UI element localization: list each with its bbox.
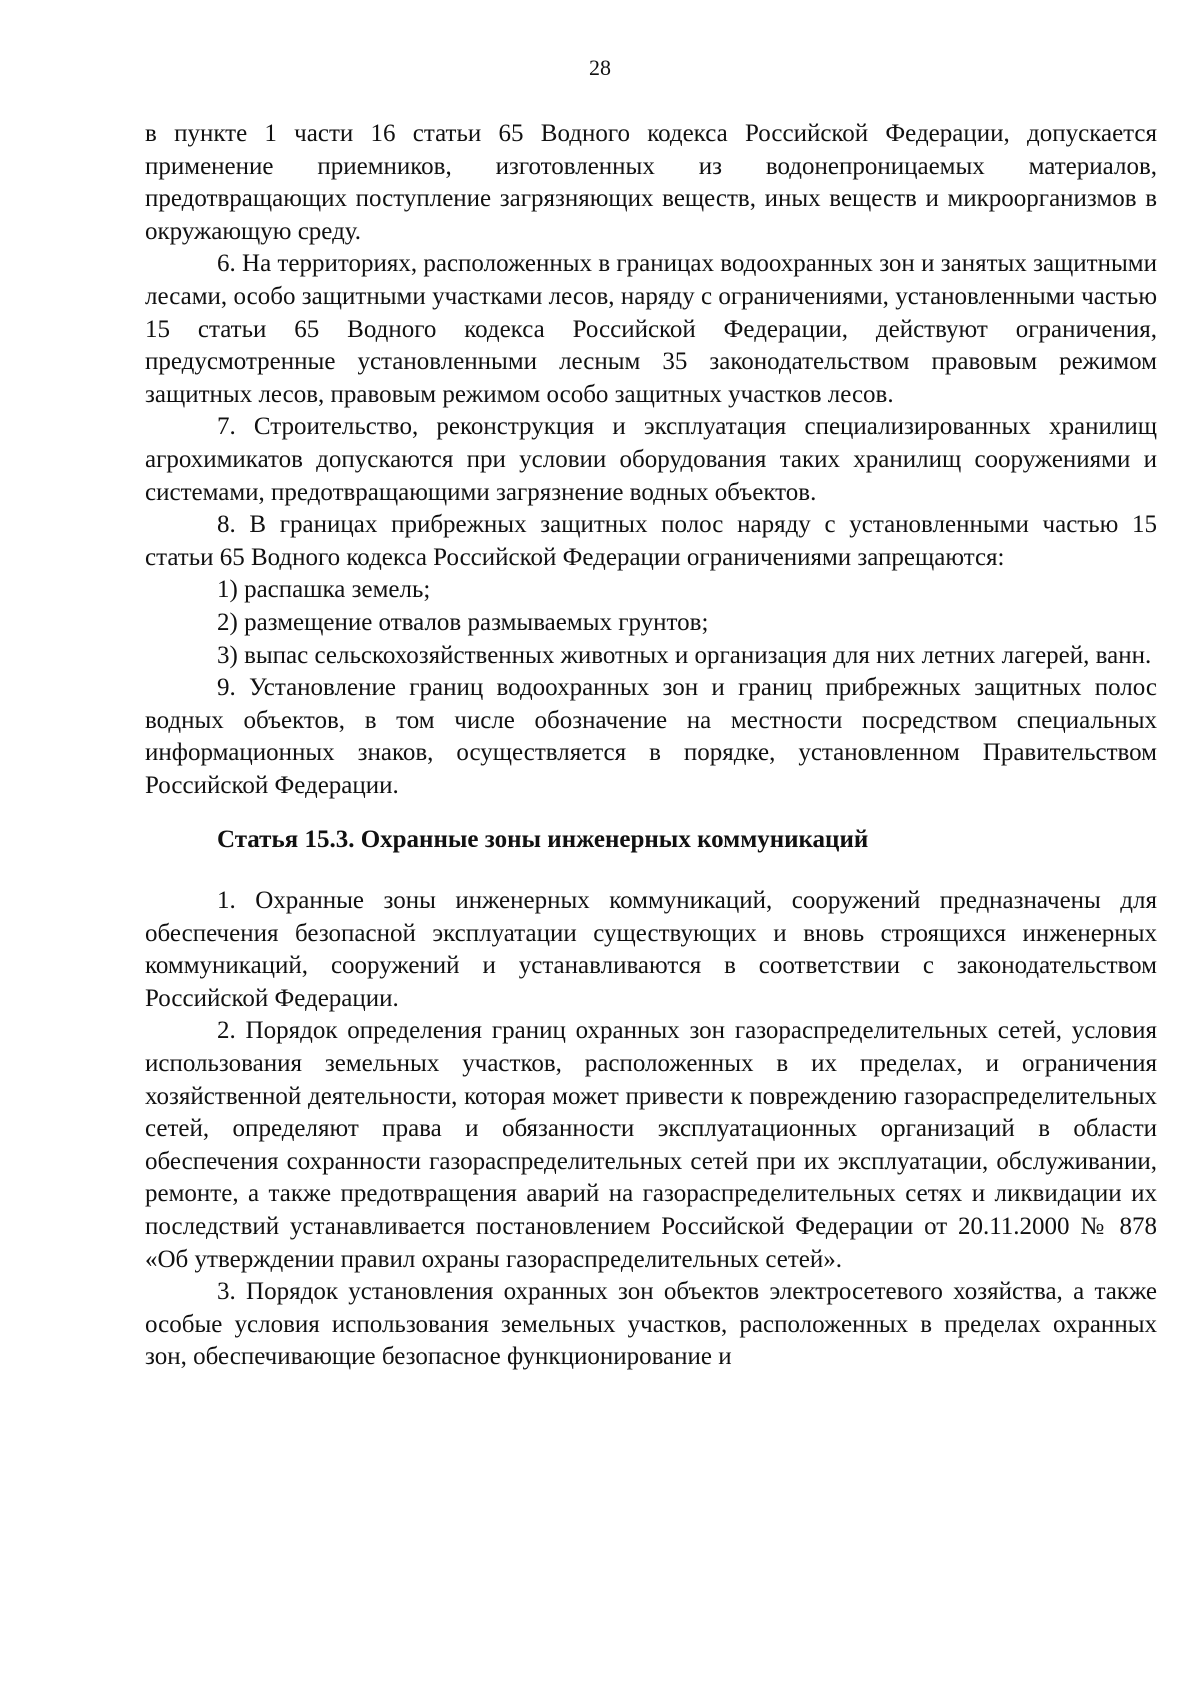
paragraph-item-9: 9. Установление границ водоохранных зон и границ прибрежных защитных полос водных объектов, в том числе обозначение на местности посредством специальных информационных знаков, осуществляется в порядке, установленном Правительством Российской Федерации.: [145, 674, 1157, 799]
page-number: 28: [589, 55, 611, 80]
list-item-3: 3) выпас сельскохозяйственных животных и организация для них летних лагерей, ванн.: [217, 641, 1152, 669]
article-paragraph-1: 1. Охранные зоны инженерных коммуникаций, сооружений предназначены для обеспечения безопасной эксплуатации существующих и вновь строящихся инженерных коммуникаций, сооружений и устанавливаются в соответствии с законодательством Российской Федерации.: [145, 887, 1157, 1012]
paragraph-item-8: 8. В границах прибрежных защитных полос наряду с установленными частью 15 статьи 65 Водного кодекса Российской Федерации ограничениями запрещаются:: [145, 511, 1157, 571]
list-item-1: 1) распашка земель;: [217, 576, 431, 604]
article-paragraph-3: 3. Порядок установления охранных зон объектов электросетевого хозяйства, а также особые условия использования земельных участков, расположенных в пределах охранных зон, обеспечивающие безопасное функционирование и: [145, 1278, 1157, 1371]
paragraph-item-7: 7. Строительство, реконструкция и эксплуатация специализированных хранилищ агрохимикатов допускаются при условии оборудования таких хранилищ сооружениями и системами, предотвращающими загрязнение водных объектов.: [145, 413, 1157, 506]
article-heading: Статья 15.3. Охранные зоны инженерных коммуникаций: [217, 826, 869, 854]
paragraph-item-6: 6. На территориях, расположенных в границах водоохранных зон и занятых защитными лесами, особо защитными участками лесов, наряду с ограничениями, установленными частью 15 статьи 65 Водного кодекса Российской Федерации, действуют ограничения, предусмотренные установленными лесным 35 законодательством правовым режимом защитных лесов, правовым режимом особо защитных участков лесов.: [145, 250, 1157, 408]
paragraph-continuation: в пункте 1 части 16 статьи 65 Водного кодекса Российской Федерации, допускается применение приемников, изготовленных из водонепроницаемых материалов, предотвращающих поступление загрязняющих веществ, иных веществ и микроорганизмов в окружающую среду.: [145, 120, 1157, 245]
document-body: [145, 118, 1157, 1374]
article-paragraph-2: 2. Порядок определения границ охранных зон газораспределительных сетей, условия использования земельных участков, расположенных в их пределах, и ограничения хозяйственной деятельности, которая может привести к повреждению газораспределительных сетей, определяют права и обязанности эксплуатационных организаций в области обеспечения сохранности газораспределительных сетей при их эксплуатации, обслуживании, ремонте, а также предотвращения аварий на газораспределительных сетях и ликвидации их последствий устанавливается постановлением Российской Федерации от 20.11.2000 № 878 «Об утверждении правил охраны газораспределительных сетей».: [145, 1017, 1157, 1273]
list-item-2: 2) размещение отвалов размываемых грунтов;: [217, 608, 709, 636]
